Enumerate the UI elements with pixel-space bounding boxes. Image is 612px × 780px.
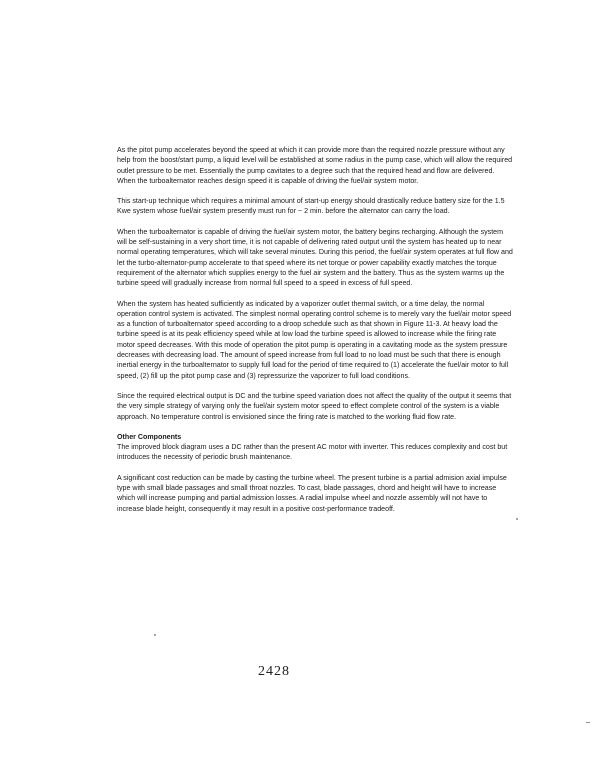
paragraph-dc-output: Since the required electrical output is DC and the turbine speed variation does not affect the quality of the output it seems that the very simple strategy of varying only the fuel/air system motor speed to effect complete control of the system is a viable approach. No temperature control is envisioned since the firing rate is matched to the working fluid flow rate. (117, 391, 512, 421)
scan-speck (586, 722, 590, 723)
paragraph-pitot-pump: As the pitot pump accelerates beyond the speed at which it can provide more than the required nozzle pressure without any help from the boost/start pump, a liquid level will be established at some radius in the pump case, which will allow the required outlet pressure to be met. Essentially the pump cavitates to a degree such that the required head and flow are delivered. When the turboalternator reaches design speed it is capable of driving the fuel/air system motor. (117, 146, 513, 185)
paragraph-casting-turbine: A significant cost reduction can be made by casting the turbine wheel. The present turbine is a partial admision axial impulse type with small blade passages and small throat nozzles. To cast, blade passages, chord and height will have to increase which will increase pumping and partial admission losses. A radial impulse wheel and nozzle assembly will not have to increase blade height, consequently it may result in a positive cost-performance tradeoff. (117, 473, 507, 513)
paragraph-normal-operation: When the system has heated sufficiently as indicated by a vaporizer outlet thermal switch, or a time delay, the normal operation control system is activated. The simplest normal operating control scheme is to merely vary the fuel/air motor speed as a function of turboalternator speed according to a droop schedule such as that shown in Figure 11-3. At heavy load the turbine speed is at its peak efficiency speed while at low load the turbine speed is allowed to increase while the firing rate motor speed decreases. With this mode of operation the pitot pump is operating in a cavitating mode as the system pressure decreases with decreasing load. The amount of speed increase from full load to no load must be such that there is enough inertial energy in the turboalternator to supply full load for the period of time required to (1) accelerate the fuel/air motor to full speed, (2) fill up the pitot pump case and (3) repressurize the vaporizer to full load conditions. (117, 299, 512, 380)
paragraph-battery-recharging: When the turboalternator is capable of driving the fuel/air system motor, the battery begins recharging. Although the system will be self-sustaining in a very short time, it is not capable of delivering rated output until the system has heated up to near normal operating temperatures, which will take several minutes. During this period, the fuel/air system operates at full flow and let the turbo-alternator-pump accelerate to that speed where its net torque or power capability exactly matches the torque requirement of the alternator which supplies energy to the fuel air system and the battery. Thus as the system warms up the turbine speed will gradually increase from normal full speed to a speed in excess of full speed. (117, 227, 513, 288)
body-text (117, 145, 513, 524)
paragraph-start-up-technique: This start-up technique which requires a minimal amount of start-up energy should drastically reduce battery size for the 1.5 Kwe system whose fuel/air system presently must run for ~ 2 min. before the alternator can carry the load. (117, 197, 505, 216)
paragraph-dc-motor: The improved block diagram uses a DC rather than the present AC motor with inverter. This reduces complexity and cost but introduces the necessity of periodic brush maintenance. (117, 443, 508, 462)
section-heading-other-components: Other Components (117, 432, 182, 441)
scan-speck (154, 634, 156, 636)
page-number: 2428 (258, 664, 290, 679)
scan-speck (516, 518, 518, 520)
